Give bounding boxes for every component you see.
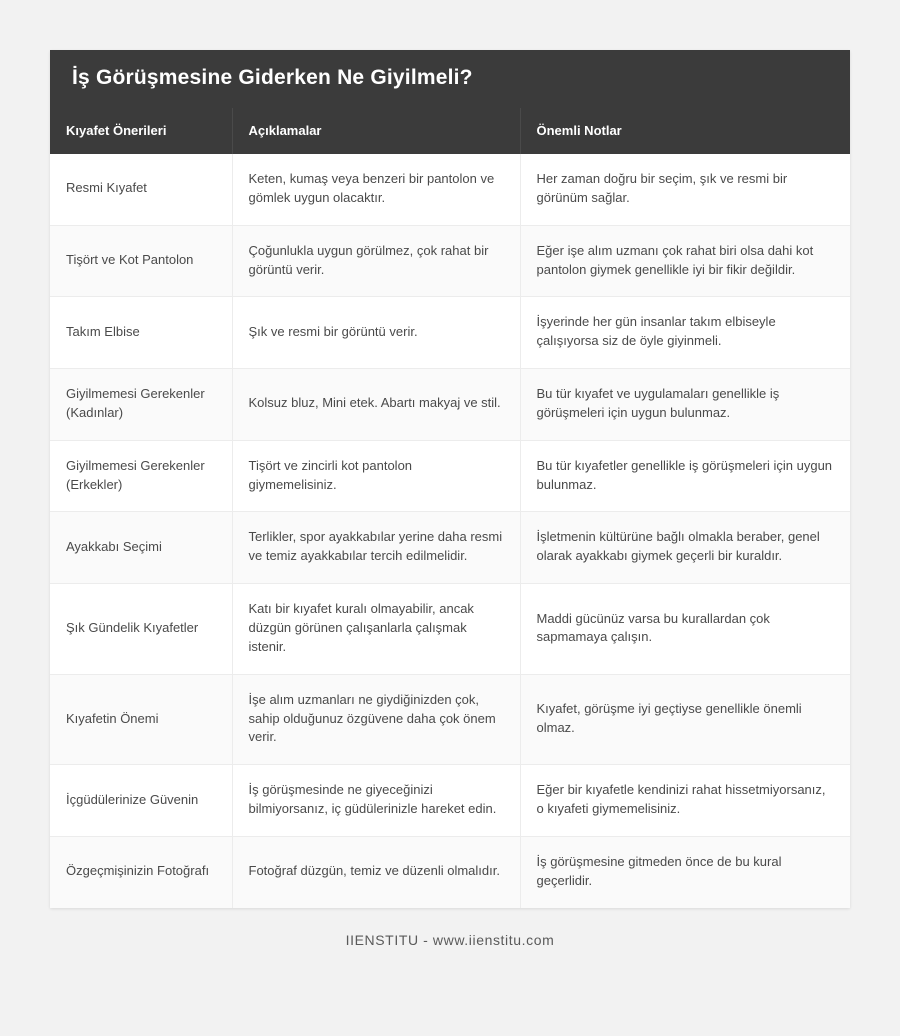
cell-description: Katı bir kıyafet kuralı olmayabilir, ancak düzgün görünen çalışanlarla çalışmak istenir. [232, 584, 520, 675]
table-row [50, 584, 850, 675]
cell-label: Resmi Kıyafet [50, 154, 232, 225]
cell-note: İşyerinde her gün insanlar takım elbiseyle çalışıyorsa siz de öyle giyinmeli. [520, 297, 850, 369]
cell-description: Kolsuz bluz, Mini etek. Abartı makyaj ve stil. [232, 369, 520, 441]
page-title: İş Görüşmesine Giderken Ne Giyilmeli? [72, 66, 473, 89]
cell-note: Eğer bir kıyafetle kendinizi rahat hissetmiyorsanız, o kıyafeti giymemelisiniz. [520, 765, 850, 837]
cell-label: Şık Gündelik Kıyafetler [50, 584, 232, 675]
cell-description: Şık ve resmi bir görüntü verir. [232, 297, 520, 369]
cell-description: Keten, kumaş veya benzeri bir pantolon ve gömlek uygun olacaktır. [232, 154, 520, 225]
cell-label: Kıyafetin Önemi [50, 674, 232, 765]
cell-note: İş görüşmesine gitmeden önce de bu kural geçerlidir. [520, 836, 850, 907]
table-row [50, 369, 850, 441]
cell-description: İşe alım uzmanları ne giydiğinizden çok, sahip olduğunuz özgüvene daha çok önem verir. [232, 674, 520, 765]
cell-note: İşletmenin kültürüne bağlı olmakla beraber, genel olarak ayakkabı giymek geçerli bir kuraldır. [520, 512, 850, 584]
column-header-notes: Önemli Notlar [520, 108, 850, 154]
table-header [50, 108, 850, 154]
cell-label: İçgüdülerinize Güvenin [50, 765, 232, 837]
table-row [50, 836, 850, 907]
cell-label: Giyilmemesi Gerekenler (Kadınlar) [50, 369, 232, 441]
table-row [50, 297, 850, 369]
table-row [50, 440, 850, 512]
cell-description: Fotoğraf düzgün, temiz ve düzenli olmalıdır. [232, 836, 520, 907]
table-header-row [50, 108, 850, 154]
table-body [50, 154, 850, 908]
title-bar [50, 50, 850, 108]
cell-description: Tişört ve zincirli kot pantolon giymemelisiniz. [232, 440, 520, 512]
table-row [50, 674, 850, 765]
table-row [50, 765, 850, 837]
table-row [50, 512, 850, 584]
clothing-advice-table [50, 108, 850, 908]
column-header-descriptions: Açıklamalar [232, 108, 520, 154]
infographic-card [50, 50, 850, 908]
cell-note: Kıyafet, görüşme iyi geçtiyse genellikle önemli olmaz. [520, 674, 850, 765]
cell-label: Giyilmemesi Gerekenler (Erkekler) [50, 440, 232, 512]
cell-label: Tişört ve Kot Pantolon [50, 225, 232, 297]
cell-description: İş görüşmesinde ne giyeceğinizi bilmiyorsanız, iç güdülerinizle hareket edin. [232, 765, 520, 837]
table-row [50, 154, 850, 225]
cell-note: Her zaman doğru bir seçim, şık ve resmi bir görünüm sağlar. [520, 154, 850, 225]
footer-branding: IIENSTITU - www.iienstitu.com [345, 931, 555, 948]
cell-label: Takım Elbise [50, 297, 232, 369]
cell-note: Maddi gücünüz varsa bu kurallardan çok sapmamaya çalışın. [520, 584, 850, 675]
cell-label: Ayakkabı Seçimi [50, 512, 232, 584]
cell-description: Çoğunlukla uygun görülmez, çok rahat bir görüntü verir. [232, 225, 520, 297]
cell-note: Eğer işe alım uzmanı çok rahat biri olsa dahi kot pantolon giymek genellikle iyi bir fikir değildir. [520, 225, 850, 297]
cell-note: Bu tür kıyafetler genellikle iş görüşmeleri için uygun bulunmaz. [520, 440, 850, 512]
table-row [50, 225, 850, 297]
column-header-suggestions: Kıyafet Önerileri [50, 108, 232, 154]
cell-label: Özgeçmişinizin Fotoğrafı [50, 836, 232, 907]
cell-note: Bu tür kıyafet ve uygulamaları genellikle iş görüşmeleri için uygun bulunmaz. [520, 369, 850, 441]
cell-description: Terlikler, spor ayakkabılar yerine daha resmi ve temiz ayakkabılar tercih edilmelidir. [232, 512, 520, 584]
